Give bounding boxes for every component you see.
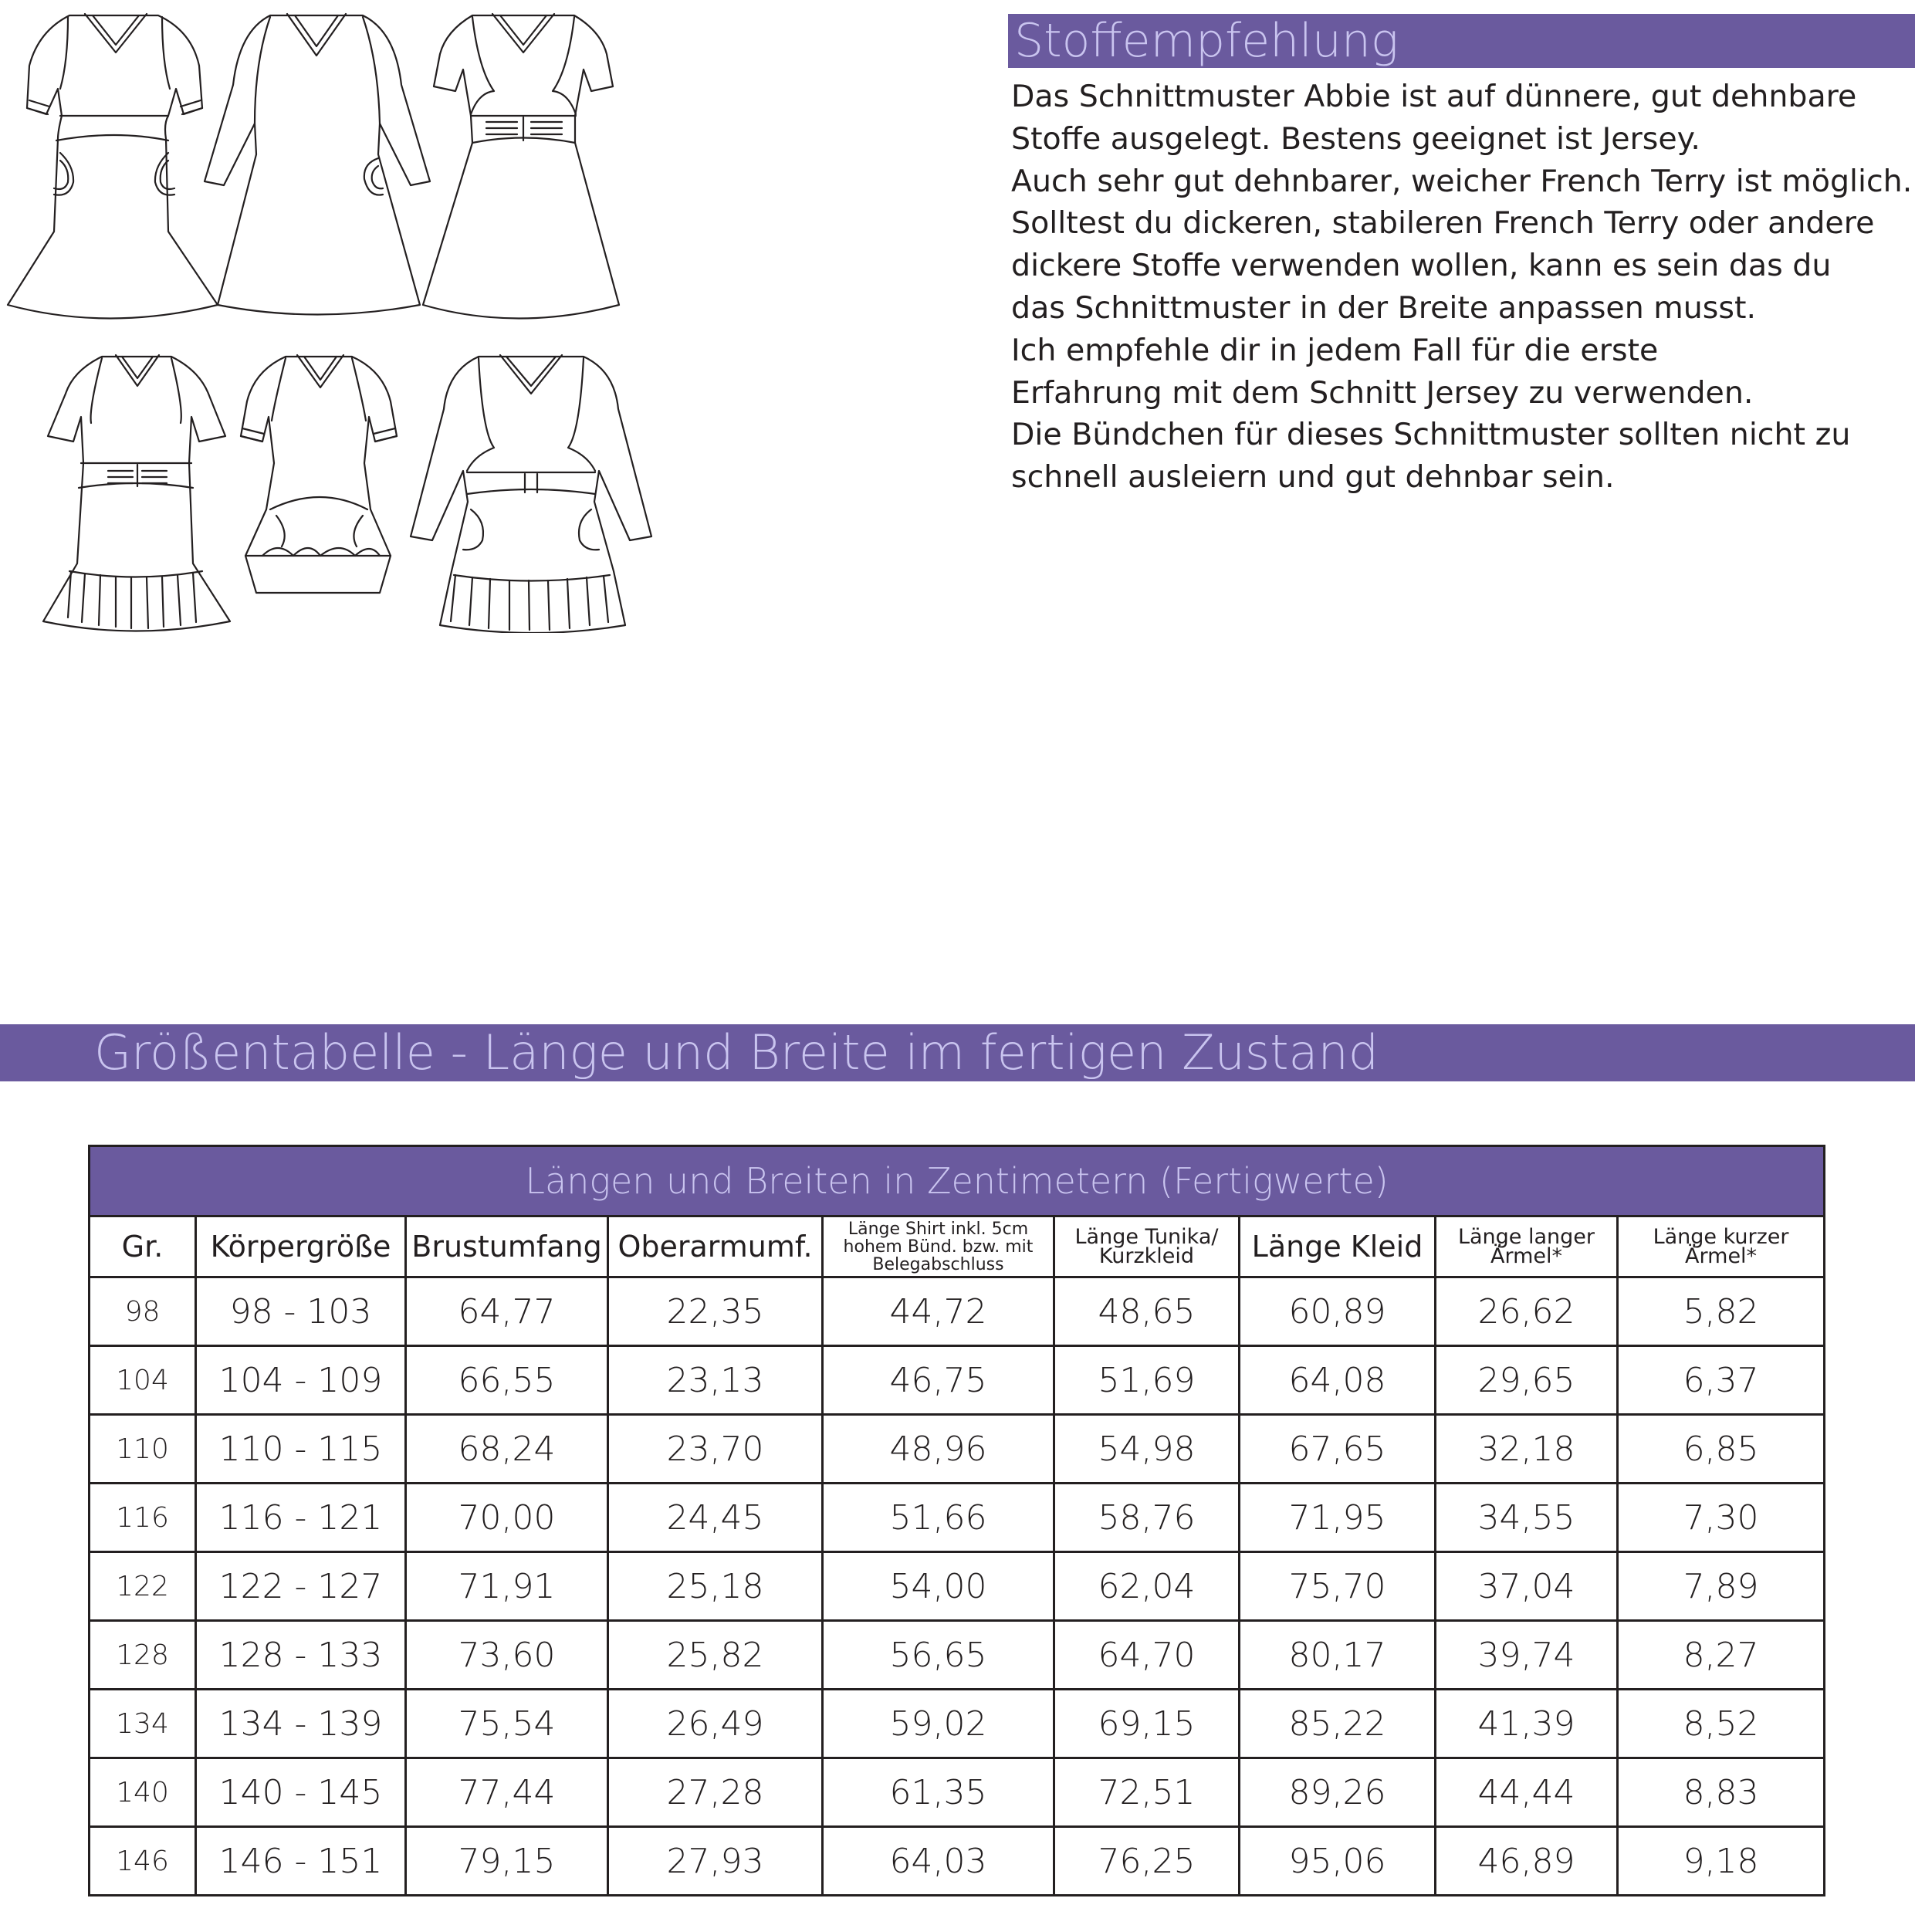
- col-header-oberarmumfang: Oberarmumf.: [608, 1216, 823, 1277]
- value-cell: 72,51: [1054, 1758, 1240, 1827]
- size-cell: 134: [90, 1690, 196, 1758]
- stoffempfehlung-text: [1011, 76, 1913, 499]
- value-cell: 41,39: [1436, 1690, 1618, 1758]
- value-cell: 104 - 109: [196, 1346, 406, 1415]
- value-cell: 44,72: [823, 1277, 1054, 1346]
- value-cell: 75,70: [1240, 1552, 1436, 1621]
- stoff-line: Stoffe ausgelegt. Bestens geeignet ist Jersey.: [1011, 120, 1700, 157]
- size-cell: 110: [90, 1415, 196, 1484]
- value-cell: 25,82: [608, 1621, 823, 1690]
- value-cell: 89,26: [1240, 1758, 1436, 1827]
- table-row: [90, 1484, 1825, 1552]
- stoff-line: Solltest du dickeren, stabileren French Terry oder andere: [1011, 205, 1875, 242]
- col-header-laenge-shirt: Länge Shirt inkl. 5cm hohem Bünd. bzw. mit Belegabschluss: [823, 1216, 1054, 1277]
- size-cell: 122: [90, 1552, 196, 1621]
- col-header-laenge-kleid: Länge Kleid: [1240, 1216, 1436, 1277]
- stoff-line: das Schnittmuster in der Breite anpassen musst.: [1011, 289, 1757, 326]
- value-cell: 22,35: [608, 1277, 823, 1346]
- value-cell: 71,95: [1240, 1484, 1436, 1552]
- value-cell: 62,04: [1054, 1552, 1240, 1621]
- value-cell: 26,49: [608, 1690, 823, 1758]
- value-cell: 54,98: [1054, 1415, 1240, 1484]
- tunic-ruffle-front: [43, 355, 230, 631]
- value-cell: 64,77: [406, 1277, 608, 1346]
- value-cell: 140 - 145: [196, 1758, 406, 1827]
- value-cell: 76,25: [1054, 1827, 1240, 1896]
- value-cell: 23,13: [608, 1346, 823, 1415]
- table-row: [90, 1827, 1825, 1896]
- value-cell: 69,15: [1054, 1690, 1240, 1758]
- value-cell: 75,54: [406, 1690, 608, 1758]
- value-cell: 80,17: [1240, 1621, 1436, 1690]
- value-cell: 79,15: [406, 1827, 608, 1896]
- value-cell: 26,62: [1436, 1277, 1618, 1346]
- table-row: [90, 1346, 1825, 1415]
- table-row: [90, 1690, 1825, 1758]
- value-cell: 8,83: [1618, 1758, 1825, 1827]
- value-cell: 51,69: [1054, 1346, 1240, 1415]
- value-cell: 39,74: [1436, 1621, 1618, 1690]
- value-cell: 37,04: [1436, 1552, 1618, 1621]
- value-cell: 98 - 103: [196, 1277, 406, 1346]
- stoff-line: Erfahrung mit dem Schnitt Jersey zu verwenden.: [1011, 374, 1754, 411]
- size-cell: 140: [90, 1758, 196, 1827]
- value-cell: 128 - 133: [196, 1621, 406, 1690]
- value-cell: 34,55: [1436, 1484, 1618, 1552]
- size-cell: 146: [90, 1827, 196, 1896]
- size-cell: 116: [90, 1484, 196, 1552]
- value-cell: 64,08: [1240, 1346, 1436, 1415]
- size-table-container: [88, 1145, 1823, 1932]
- value-cell: 46,75: [823, 1346, 1054, 1415]
- value-cell: 23,70: [608, 1415, 823, 1484]
- stoffempfehlung-title: Stoffempfehlung: [1008, 14, 1915, 68]
- col-header-laenge-langer-aermel: Länge langer Ärmel*: [1436, 1216, 1618, 1277]
- table-row: [90, 1415, 1825, 1484]
- value-cell: 8,27: [1618, 1621, 1825, 1690]
- value-cell: 71,91: [406, 1552, 608, 1621]
- table-row: [90, 1621, 1825, 1690]
- value-cell: 44,44: [1436, 1758, 1618, 1827]
- col-header-gr: Gr.: [90, 1216, 196, 1277]
- value-cell: 146 - 151: [196, 1827, 406, 1896]
- table-row: [90, 1277, 1825, 1346]
- value-cell: 6,37: [1618, 1346, 1825, 1415]
- value-cell: 58,76: [1054, 1484, 1240, 1552]
- shirt-pockets-front: [241, 355, 397, 593]
- value-cell: 48,65: [1054, 1277, 1240, 1346]
- value-cell: 32,18: [1436, 1415, 1618, 1484]
- value-cell: 27,28: [608, 1758, 823, 1827]
- col-header-laenge-tunika: Länge Tunika/ Kurzkleid: [1054, 1216, 1240, 1277]
- size-cell: 104: [90, 1346, 196, 1415]
- value-cell: 51,66: [823, 1484, 1054, 1552]
- dress-short-sleeve-front: [8, 14, 218, 319]
- value-cell: 64,03: [823, 1827, 1054, 1896]
- value-cell: 25,18: [608, 1552, 823, 1621]
- value-cell: 48,96: [823, 1415, 1054, 1484]
- value-cell: 64,70: [1054, 1621, 1240, 1690]
- table-row: [90, 1552, 1825, 1621]
- value-cell: 54,00: [823, 1552, 1054, 1621]
- size-cell: 98: [90, 1277, 196, 1346]
- value-cell: 73,60: [406, 1621, 608, 1690]
- value-cell: 24,45: [608, 1484, 823, 1552]
- value-cell: 6,85: [1618, 1415, 1825, 1484]
- col-header-laenge-kurzer-aermel: Länge kurzer Ärmel*: [1618, 1216, 1825, 1277]
- stoff-line: Das Schnittmuster Abbie ist auf dünnere, gut dehnbare: [1011, 79, 1857, 114]
- stoff-line: Auch sehr gut dehnbarer, weicher French Terry ist möglich.: [1011, 163, 1913, 199]
- value-cell: 70,00: [406, 1484, 608, 1552]
- value-cell: 8,52: [1618, 1690, 1825, 1758]
- value-cell: 60,89: [1240, 1277, 1436, 1346]
- value-cell: 85,22: [1240, 1690, 1436, 1758]
- value-cell: 27,93: [608, 1827, 823, 1896]
- stoff-line: Ich empfehle dir in jedem Fall für die erste: [1011, 332, 1659, 368]
- value-cell: 68,24: [406, 1415, 608, 1484]
- table-caption: Längen und Breiten in Zentimetern (Fertigwerte): [90, 1146, 1825, 1216]
- table-header-row: [90, 1216, 1825, 1277]
- value-cell: 122 - 127: [196, 1552, 406, 1621]
- value-cell: 110 - 115: [196, 1415, 406, 1484]
- table-body: [90, 1277, 1825, 1896]
- value-cell: 77,44: [406, 1758, 608, 1827]
- dress-long-sleeve-back: [205, 14, 430, 315]
- value-cell: 7,89: [1618, 1552, 1825, 1621]
- value-cell: 29,65: [1436, 1346, 1618, 1415]
- value-cell: 59,02: [823, 1690, 1054, 1758]
- value-cell: 67,65: [1240, 1415, 1436, 1484]
- value-cell: 9,18: [1618, 1827, 1825, 1896]
- value-cell: 46,89: [1436, 1827, 1618, 1896]
- value-cell: 5,82: [1618, 1277, 1825, 1346]
- col-header-brustumfang: Brustumfang: [406, 1216, 608, 1277]
- value-cell: 61,35: [823, 1758, 1054, 1827]
- value-cell: 134 - 139: [196, 1690, 406, 1758]
- value-cell: 66,55: [406, 1346, 608, 1415]
- size-cell: 128: [90, 1621, 196, 1690]
- stoff-line: schnell ausleiern und gut dehnbar sein.: [1011, 459, 1615, 496]
- tunic-long-sleeve-ruffle-front: [411, 355, 651, 633]
- value-cell: 7,30: [1618, 1484, 1825, 1552]
- groessentabelle-title: Größentabelle - Länge und Breite im fertigen Zustand: [0, 1024, 1915, 1081]
- stoff-line: Die Bündchen für dieses Schnittmuster sollten nicht zu: [1011, 417, 1851, 453]
- value-cell: 56,65: [823, 1621, 1054, 1690]
- value-cell: 95,06: [1240, 1827, 1436, 1896]
- value-cell: 116 - 121: [196, 1484, 406, 1552]
- col-header-koerpergroesse: Körpergröße: [196, 1216, 406, 1277]
- stoff-line: dickere Stoffe verwenden wollen, kann es sein das du: [1011, 248, 1832, 284]
- table-row: [90, 1758, 1825, 1827]
- dress-raglan-gathered-front: [423, 14, 619, 319]
- size-table: [88, 1145, 1825, 1896]
